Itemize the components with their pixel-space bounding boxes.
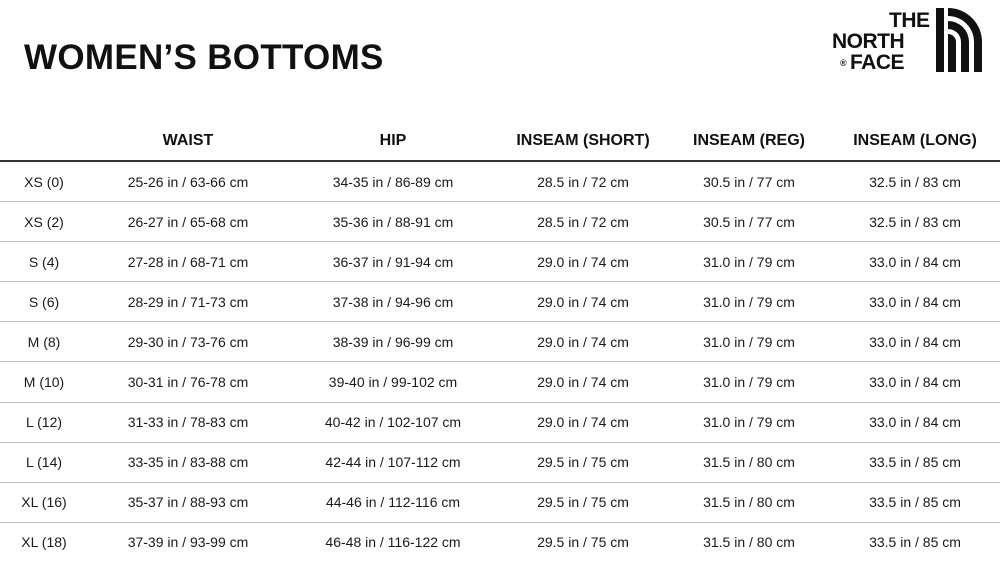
column-header-inseam-long: INSEAM (LONG) xyxy=(830,122,1000,161)
waist-cell: 26-27 in / 65-68 cm xyxy=(88,202,288,242)
size-cell: L (12) xyxy=(0,402,88,442)
inseam-short-cell: 29.0 in / 74 cm xyxy=(498,402,668,442)
hip-cell: 34-35 in / 86-89 cm xyxy=(288,161,498,202)
inseam-reg-cell: 31.0 in / 79 cm xyxy=(668,402,830,442)
waist-cell: 31-33 in / 78-83 cm xyxy=(88,402,288,442)
logo-registered-mark: ® xyxy=(840,58,847,68)
inseam-reg-cell: 31.0 in / 79 cm xyxy=(668,322,830,362)
logo-word-face: FACE xyxy=(850,51,905,74)
inseam-short-cell: 29.0 in / 74 cm xyxy=(498,362,668,402)
size-cell: XS (0) xyxy=(0,161,88,202)
hip-cell: 38-39 in / 96-99 cm xyxy=(288,322,498,362)
size-cell: L (14) xyxy=(0,442,88,482)
page-title: WOMEN’S BOTTOMS xyxy=(24,38,384,77)
size-cell: M (10) xyxy=(0,362,88,402)
inseam-short-cell: 28.5 in / 72 cm xyxy=(498,202,668,242)
table-row xyxy=(0,242,1000,282)
hip-cell: 36-37 in / 91-94 cm xyxy=(288,242,498,282)
inseam-long-cell: 32.5 in / 83 cm xyxy=(830,202,1000,242)
hip-cell: 46-48 in / 116-122 cm xyxy=(325,534,461,551)
inseam-long-cell: 33.0 in / 84 cm xyxy=(830,362,1000,402)
table-row xyxy=(0,322,1000,362)
inseam-long-cell: 33.0 in / 84 cm xyxy=(830,282,1000,322)
inseam-short-cell: 29.0 in / 74 cm xyxy=(498,242,668,282)
inseam-short-cell: 29.0 in / 74 cm xyxy=(498,282,668,322)
half-dome-icon xyxy=(930,8,982,72)
table-row xyxy=(0,402,1000,442)
header-row xyxy=(0,122,1000,161)
hip-cell: 44-46 in / 112-116 cm xyxy=(288,482,498,522)
size-cell: XL (16) xyxy=(0,482,88,522)
inseam-reg-cell: 31.0 in / 79 cm xyxy=(668,282,830,322)
column-header-hip: HIP xyxy=(288,122,498,161)
size-cell: M (8) xyxy=(0,322,88,362)
inseam-reg-cell: 30.5 in / 77 cm xyxy=(668,161,830,202)
brand-logo xyxy=(832,8,982,74)
hip-cell: 42-44 in / 107-112 cm xyxy=(288,442,498,482)
size-cell: S (6) xyxy=(0,282,88,322)
inseam-short-cell: 29.5 in / 75 cm xyxy=(498,482,668,522)
inseam-reg-cell: 31.5 in / 80 cm xyxy=(668,482,830,522)
table-row xyxy=(0,442,1000,482)
inseam-long-cell: 33.5 in / 85 cm xyxy=(830,482,1000,522)
inseam-reg-cell: 31.0 in / 79 cm xyxy=(668,362,830,402)
inseam-short-cell: 29.0 in / 74 cm xyxy=(498,322,668,362)
column-header-size xyxy=(0,122,88,161)
inseam-long-cell: 33.5 in / 85 cm xyxy=(869,534,961,551)
waist-cell: 25-26 in / 63-66 cm xyxy=(88,161,288,202)
inseam-short-cell: 29.5 in / 75 cm xyxy=(537,534,629,551)
column-header-inseam-short: INSEAM (SHORT) xyxy=(498,122,668,161)
size-cell: XL (18) xyxy=(21,534,67,551)
inseam-reg-cell: 31.5 in / 80 cm xyxy=(668,442,830,482)
waist-cell: 33-35 in / 83-88 cm xyxy=(88,442,288,482)
inseam-long-cell: 32.5 in / 83 cm xyxy=(830,161,1000,202)
hip-cell: 39-40 in / 99-102 cm xyxy=(288,362,498,402)
waist-cell: 29-30 in / 73-76 cm xyxy=(88,322,288,362)
inseam-long-cell: 33.0 in / 84 cm xyxy=(830,242,1000,282)
waist-cell: 30-31 in / 76-78 cm xyxy=(88,362,288,402)
column-header-waist: WAIST xyxy=(88,122,288,161)
waist-cell: 27-28 in / 68-71 cm xyxy=(88,242,288,282)
waist-cell: 28-29 in / 71-73 cm xyxy=(88,282,288,322)
table-row xyxy=(0,362,1000,402)
size-cell: XS (2) xyxy=(0,202,88,242)
hip-cell: 40-42 in / 102-107 cm xyxy=(288,402,498,442)
size-chart-table xyxy=(0,122,1000,562)
size-cell: S (4) xyxy=(0,242,88,282)
table-row xyxy=(0,282,1000,322)
table-row xyxy=(0,522,1000,562)
inseam-reg-cell: 30.5 in / 77 cm xyxy=(668,202,830,242)
logo-word-north: NORTH xyxy=(832,30,905,53)
inseam-short-cell: 28.5 in / 72 cm xyxy=(498,161,668,202)
table-row xyxy=(0,161,1000,202)
waist-cell: 37-39 in / 93-99 cm xyxy=(127,534,249,551)
inseam-short-cell: 29.5 in / 75 cm xyxy=(498,442,668,482)
hip-cell: 37-38 in / 94-96 cm xyxy=(288,282,498,322)
inseam-reg-cell: 31.0 in / 79 cm xyxy=(668,242,830,282)
inseam-reg-cell: 31.5 in / 80 cm xyxy=(703,534,795,551)
waist-cell: 35-37 in / 88-93 cm xyxy=(88,482,288,522)
inseam-long-cell: 33.5 in / 85 cm xyxy=(830,442,1000,482)
table-row xyxy=(0,202,1000,242)
column-header-inseam-reg: INSEAM (REG) xyxy=(668,122,830,161)
table-row xyxy=(0,482,1000,522)
inseam-long-cell: 33.0 in / 84 cm xyxy=(830,322,1000,362)
hip-cell: 35-36 in / 88-91 cm xyxy=(288,202,498,242)
logo-word-the: THE xyxy=(889,9,930,32)
inseam-long-cell: 33.0 in / 84 cm xyxy=(830,402,1000,442)
